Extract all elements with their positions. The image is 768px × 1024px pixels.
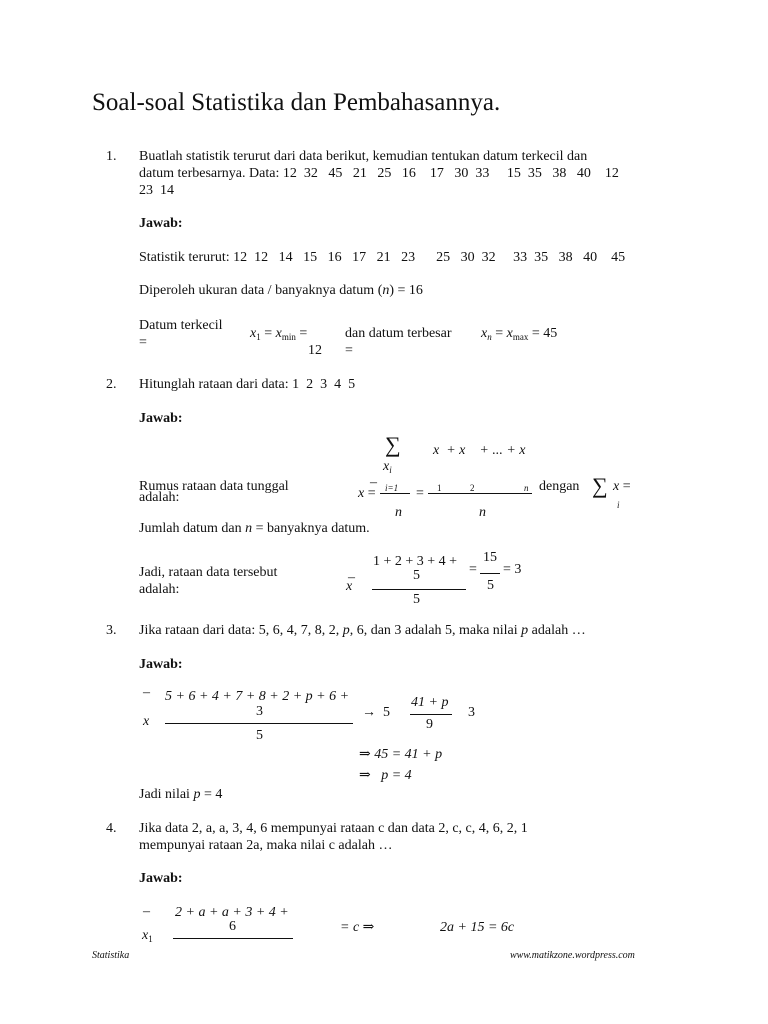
- min-datum-equals: =: [139, 335, 147, 350]
- denominator: 5: [256, 728, 263, 743]
- fraction-bar: [380, 493, 410, 494]
- equals-sign: =: [469, 562, 477, 577]
- fraction-bar: [480, 573, 500, 574]
- question-number: 4.: [106, 821, 117, 836]
- denominator: 5: [413, 592, 420, 607]
- max-formula: $x_n = x_{max} = 45$: [481, 326, 558, 342]
- fraction-bar: [372, 589, 466, 590]
- bar-symbol: –: [143, 685, 150, 700]
- fraction-denominator: 9: [426, 717, 433, 732]
- numerator: 5 + 6 + 4 + 7 + 8 + 2 + p + 6 +: [165, 689, 350, 704]
- solution-step: 2a + 15 = 6c: [440, 920, 515, 935]
- fraction-bar: [173, 938, 293, 939]
- bar-symbol: –: [370, 475, 377, 490]
- footer-left: Statistika: [92, 950, 130, 961]
- step-expression: = c ⇒: [340, 920, 375, 935]
- question-text-line: Buatlah statistik terurut dari data berikut, kemudian tentukan datum terkecil dan: [139, 149, 588, 164]
- question-text-line: 23 14: [139, 183, 174, 198]
- equals-sign: =: [416, 486, 424, 501]
- fraction-bar: [410, 714, 452, 715]
- denominator: n: [395, 505, 402, 520]
- sum-index: i=1: [385, 483, 399, 493]
- formula-label: adalah:: [139, 490, 180, 505]
- question-number: 2.: [106, 377, 117, 392]
- question-text-line: datum terbesarnya. Data: 12 32 45 21 25 16 17 30 33 15 35 38 40 12: [139, 166, 619, 181]
- numerator: 1 + 2 + 3 + 4 +: [373, 554, 458, 569]
- sigma-symbol: ∑: [385, 432, 401, 457]
- data-size-statement: Diperoleh ukuran data / banyaknya datum (n) = 16: [139, 283, 423, 298]
- numerator: 2 + a + a + 3 + 4 +: [175, 905, 289, 920]
- dengan-label: dengan: [539, 479, 580, 494]
- subscript: 1: [437, 483, 442, 493]
- subscript: n: [524, 483, 529, 493]
- fraction-bar: [428, 493, 532, 494]
- numerator: 6: [229, 919, 236, 934]
- question-text-line: mempunyai rataan 2a, maka nilai c adalah …: [139, 838, 393, 853]
- answer-label: Jawab:: [139, 216, 183, 231]
- equals-sign: =: [345, 343, 353, 358]
- mean-symbol: $x_1$: [142, 928, 153, 944]
- sum-definition: x =: [613, 479, 631, 494]
- formula-label: Rumus rataan data tunggal: [139, 479, 289, 494]
- solution-step: ⇒ 45 = 41 + p: [359, 747, 443, 762]
- min-value: 12: [308, 343, 322, 358]
- denominator: n: [479, 505, 486, 520]
- bar-symbol: –: [143, 904, 150, 919]
- solution-step: ⇒ p = 4: [359, 768, 412, 783]
- sum-expression: x + x + ... + x: [433, 443, 526, 458]
- numerator: 3: [256, 704, 263, 719]
- sigma-symbol: ∑: [592, 473, 608, 498]
- max-datum-label: dan datum terbesar: [345, 326, 452, 341]
- question-text: Jika rataan dari data: 5, 6, 4, 7, 8, 2, p, 6, dan 3 adalah 5, maka nilai p adalah …: [139, 623, 586, 638]
- min-formula: $x_1 = x_{min}$ =: [250, 326, 308, 342]
- question-text-line: Jika data 2, a, a, 3, 4, 6 mempunyai rataan c dan data 2, c, c, 4, 6, 2, 1: [139, 821, 528, 836]
- mean-symbol: x: [143, 714, 150, 729]
- mean-formula-lhs: x =: [358, 486, 376, 501]
- explanation-text: Jumlah datum dan n = banyaknya datum.: [139, 521, 370, 536]
- fraction-numerator: 41 + p: [411, 695, 449, 710]
- bar-symbol: –: [348, 570, 355, 585]
- fraction-denominator: 5: [487, 578, 494, 593]
- min-datum-label: Datum terkecil: [139, 318, 223, 333]
- mean-symbol: x: [346, 579, 353, 594]
- result: = 3: [503, 562, 522, 577]
- subscript: 2: [470, 483, 475, 493]
- footer-right: www.matikzone.wordpress.com: [510, 950, 635, 961]
- conclusion-label: adalah:: [139, 582, 180, 597]
- conclusion-label: Jadi, rataan data tersebut: [139, 565, 278, 580]
- fraction-bar: [165, 723, 353, 724]
- sum-variable: $x_i$: [383, 459, 392, 475]
- conclusion: Jadi nilai p = 4: [139, 787, 223, 802]
- question-text: Hitunglah rataan dari data: 1 2 3 4 5: [139, 377, 356, 392]
- answer-label: Jawab:: [139, 657, 183, 672]
- value: 3: [468, 705, 475, 720]
- answer-label: Jawab:: [139, 411, 183, 426]
- answer-label: Jawab:: [139, 871, 183, 886]
- document-title: Soal-soal Statistika dan Pembahasannya.: [92, 89, 501, 116]
- sum-index: i: [617, 500, 620, 510]
- question-number: 1.: [106, 149, 117, 164]
- step-expression: → 5: [362, 705, 390, 720]
- sorted-statistics: Statistik terurut: 12 12 14 15 16 17 21 23 25 30 32 33 35 38 40 45: [139, 250, 626, 265]
- question-number: 3.: [106, 623, 117, 638]
- fraction-numerator: 15: [483, 550, 497, 565]
- numerator: 5: [413, 568, 420, 583]
